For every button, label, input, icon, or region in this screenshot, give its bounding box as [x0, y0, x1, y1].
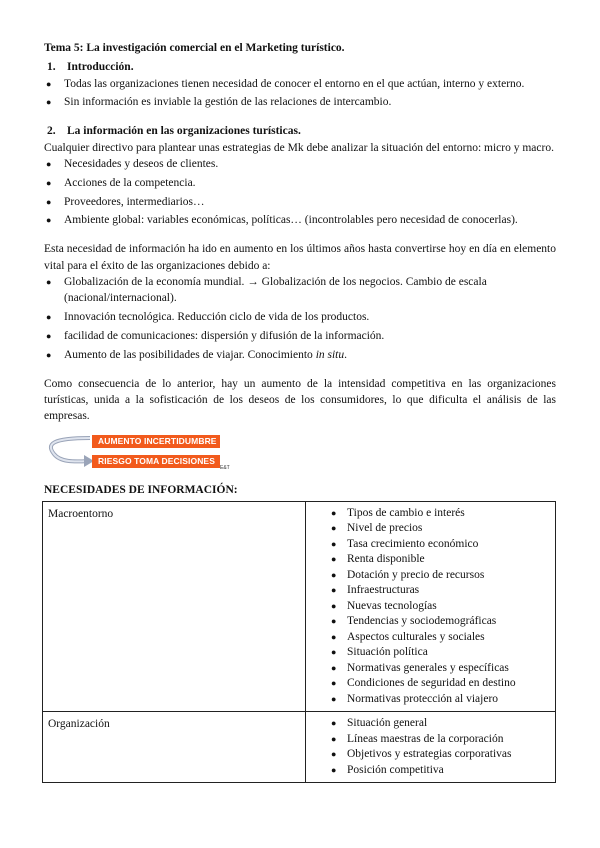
section-2-intro: Cualquier directivo para plantear unas estrategias de Mk debe analizar la situación del entorno: micro y macro.	[44, 141, 554, 154]
table-row	[43, 501, 556, 712]
list-item: ● Innovación tecnológica. Reducción ciclo de vida de los productos.	[44, 309, 556, 325]
list-item: ● Normativas generales y específicas	[311, 661, 550, 675]
list-item: ● Tasa crecimiento económico	[311, 537, 550, 551]
section-2-reasons-list	[44, 274, 556, 363]
diagram-tag: E&T	[220, 464, 230, 471]
list-item: ● Tendencias y sociodemográficas	[311, 614, 550, 628]
table-cell-items	[306, 712, 556, 783]
list-item: ● Necesidades y deseos de clientes.	[44, 156, 556, 172]
list-item: ● Proveedores, intermediarios…	[44, 194, 556, 210]
table-row	[43, 712, 556, 783]
list-item: ● Condiciones de seguridad en destino	[311, 676, 550, 690]
list-item: ● Ambiente global: variables económicas, políticas… (incontrolables pero necesidad de conocerlas).	[44, 212, 556, 228]
section-2-heading	[44, 123, 556, 139]
document-page	[44, 40, 556, 783]
list-item: ● Dotación y precio de recursos	[311, 568, 550, 582]
in-situ-emphasis: in situ	[315, 348, 345, 361]
list-item: ● Líneas maestras de la corporación	[311, 732, 550, 746]
list-item: ● Normativas protección al viajero	[311, 692, 550, 706]
list-item: ● Tipos de cambio e interés	[311, 506, 550, 520]
list-item: ● Aspectos culturales y sociales	[311, 630, 550, 644]
needs-heading: NECESIDADES DE INFORMACIÓN:	[44, 483, 238, 496]
list-item: ● Situación política	[311, 645, 550, 659]
list-item: ● Posición competitiva	[311, 763, 550, 777]
list-item: ● Sin información es inviable la gestión de las relaciones de intercambio.	[44, 94, 556, 110]
section-2-title: La información en las organizaciones turísticas.	[67, 125, 301, 138]
list-item: ● Objetivos y estrategias corporativas	[311, 747, 550, 761]
list-item: ● Globalización de la economía mundial. → Globalización de los negocios. Cambio de escala (nacional/internacional).	[44, 274, 556, 307]
travel-text: Aumento de las posibilidades de viajar. Conocimiento	[64, 348, 316, 361]
uncertainty-diagram	[44, 432, 556, 472]
section-1-list	[44, 76, 556, 111]
organization-list	[311, 716, 550, 777]
list-item: ● Nivel de precios	[311, 521, 550, 535]
decision-risk-bar: RIESGO TOMA DECISIONES	[92, 455, 220, 468]
list-item: ● Acciones de la competencia.	[44, 175, 556, 191]
travel-suffix: .	[344, 348, 347, 361]
section-1-number: 1.	[47, 61, 56, 74]
table-cell-items	[306, 501, 556, 712]
list-item: ● Nuevas tecnologías	[311, 599, 550, 613]
section-2-paragraph-2: Esta necesidad de información ha ido en aumento en los últimos años hasta convertirse hoy en día en elemento vital para el éxito de las organizaciones debido a:	[44, 243, 556, 272]
list-item	[44, 347, 556, 363]
list-item: ● Situación general	[311, 716, 550, 730]
section-2-number: 2.	[47, 125, 56, 138]
table-cell-label: Macroentorno	[43, 501, 306, 712]
section-1-title: Introducción.	[67, 61, 134, 74]
list-item: ● Todas las organizaciones tienen necesidad de conocer el entorno en el que actúan, interno y externo.	[44, 76, 556, 92]
section-2-paragraph-3: Como consecuencia de lo anterior, hay un aumento de la intensidad competitiva en las organizaciones turísticas, unida a la sofisticación de los deseos de los consumidores, lo que dificulta el análisis de las empresas.	[44, 377, 556, 423]
section-1-heading	[44, 59, 556, 75]
document-title: Tema 5: La investigación comercial en el Marketing turístico.	[44, 42, 345, 54]
list-item: ● facilidad de comunicaciones: dispersión y difusión de la información.	[44, 328, 556, 344]
list-item: ● Infraestructuras	[311, 583, 550, 597]
information-needs-table	[42, 501, 556, 784]
increase-uncertainty-bar: AUMENTO INCERTIDUMBRE	[92, 435, 220, 448]
section-2-list	[44, 156, 556, 229]
table-cell-label: Organización	[43, 712, 306, 783]
macro-list	[311, 506, 550, 706]
list-item: ● Renta disponible	[311, 552, 550, 566]
